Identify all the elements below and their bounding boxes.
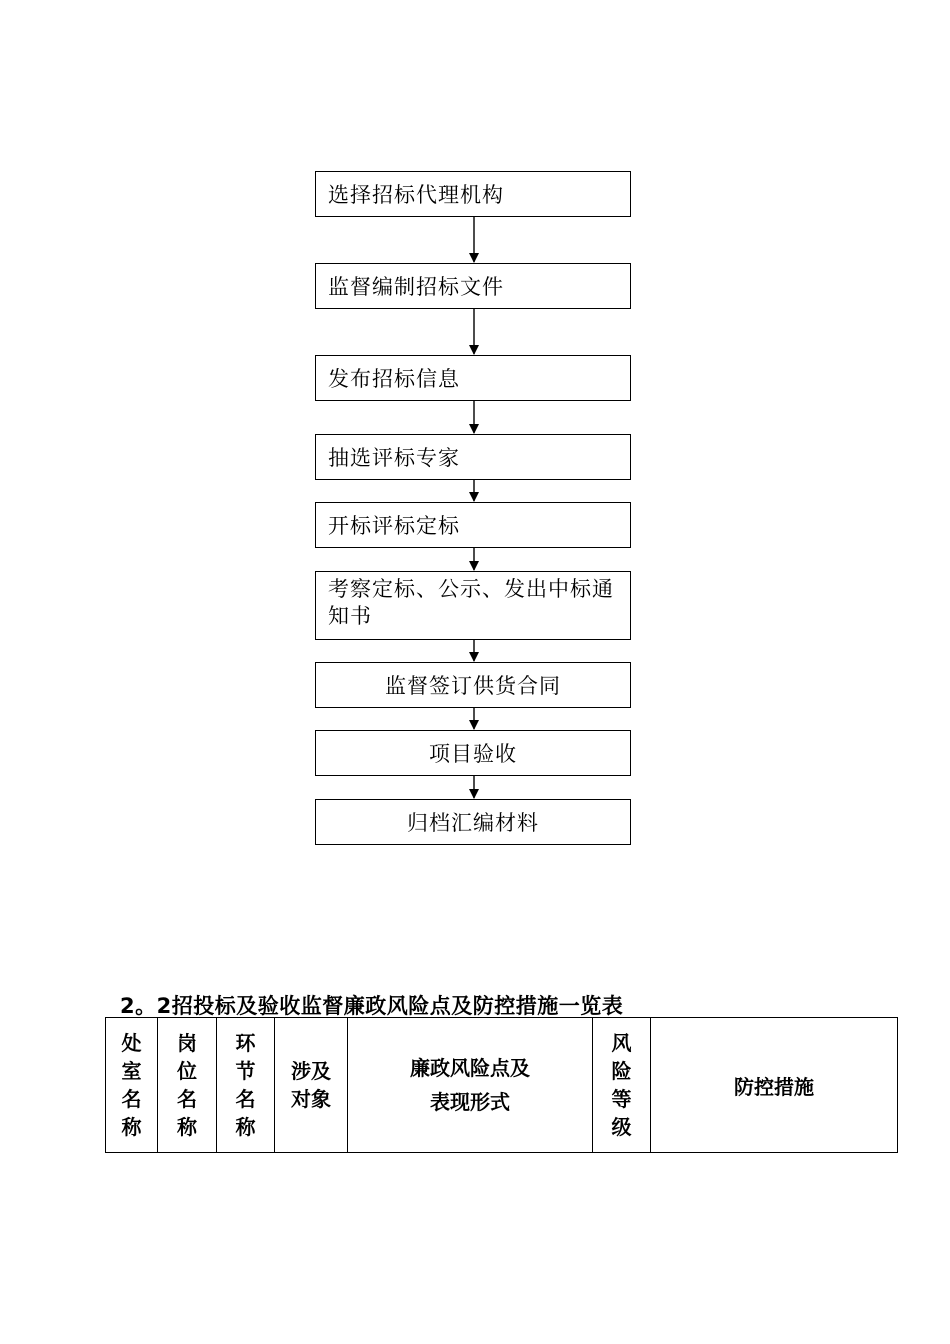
- flow-step-award-notice: [315, 571, 631, 640]
- flow-step-label: 归档汇编材料: [407, 811, 539, 835]
- flow-step-supply-contract: [315, 662, 631, 708]
- risk-table: [105, 1017, 898, 1153]
- flow-step-select-experts: [315, 434, 631, 480]
- flow-step-label: 监督签订供货合同: [385, 674, 561, 698]
- flow-step-label: 发布招标信息: [328, 367, 460, 391]
- section-heading: 2。2招投标及验收监督廉政风险点及防控措施一览表: [120, 994, 624, 1018]
- flow-step-select-agency: [315, 171, 631, 217]
- flow-step-label: 考察定标、公示、发出中标通知书: [328, 577, 614, 628]
- header-department: 处室名称: [106, 1018, 158, 1153]
- flow-step-label: 监督编制招标文件: [328, 275, 504, 299]
- flow-step-bid-evaluation: [315, 502, 631, 548]
- flow-step-label: 抽选评标专家: [328, 446, 460, 470]
- header-target: 涉及对象: [275, 1018, 348, 1153]
- flow-step-publish-info: [315, 355, 631, 401]
- flow-step-acceptance: [315, 730, 631, 776]
- flow-step-label: 开标评标定标: [328, 514, 460, 538]
- header-position: 岗位名称: [158, 1018, 217, 1153]
- flow-step-archive: [315, 799, 631, 845]
- flow-step-bid-documents: [315, 263, 631, 309]
- header-risk-level: 风险等级: [593, 1018, 651, 1153]
- header-stage: 环节名称: [217, 1018, 275, 1153]
- flow-step-label: 项目验收: [429, 742, 517, 766]
- header-risk-points: 廉政风险点及表现形式: [348, 1018, 593, 1153]
- header-control-measures: 防控措施: [651, 1018, 898, 1153]
- table-header-row: [106, 1018, 898, 1153]
- flow-step-label: 选择招标代理机构: [328, 183, 504, 207]
